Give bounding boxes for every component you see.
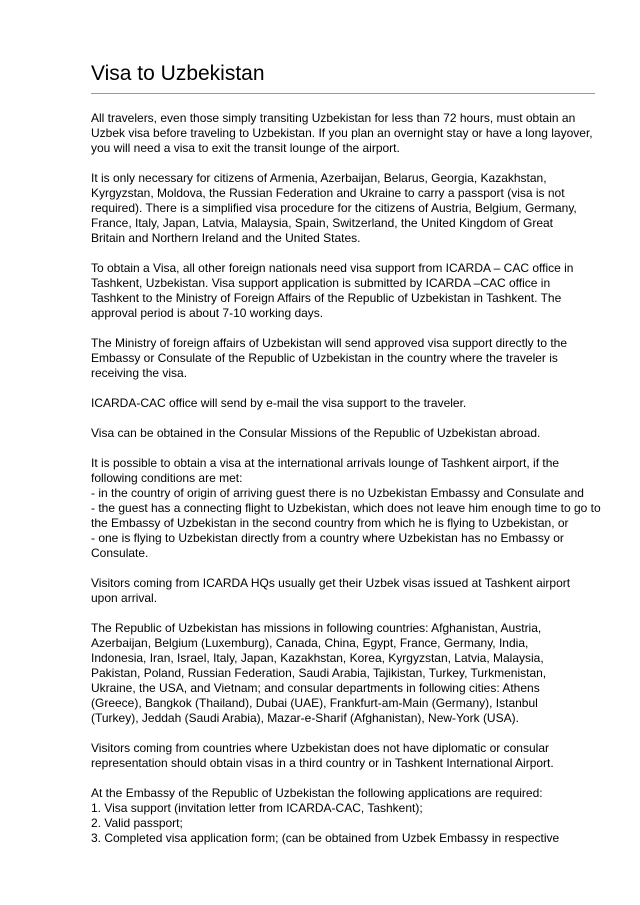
- text-line: - in the country of origin of arriving guest there is no Uzbekistan Embassy and Consulate and: [91, 486, 584, 500]
- paragraph: [91, 396, 601, 411]
- text-line: 3. Completed visa application form; (can be obtained from Uzbek Embassy in respective: [91, 831, 560, 845]
- text-line: ICARDA-CAC office will send by e-mail the visa support to the traveler.: [91, 396, 467, 410]
- text-line: France, Italy, Japan, Latvia, Malaysia, Spain, Switzerland, the United Kingdom of Great: [91, 216, 554, 230]
- paragraph: [91, 261, 601, 321]
- text-line: It is possible to obtain a visa at the international arrivals lounge of Tashkent airport, if the: [91, 456, 560, 470]
- text-line: Tashkent, Uzbekistan. Visa support application is submitted by ICARDA –CAC office in: [91, 276, 551, 290]
- text-line: (Greece), Bangkok (Thailand), Dubai (UAE), Frankfurt-am-Main (Germany), Istanbul: [91, 696, 538, 710]
- paragraph: [91, 171, 601, 246]
- text-line: representation should obtain visas in a third country or in Tashkent International Airport.: [91, 756, 554, 770]
- text-line: Uzbek visa before traveling to Uzbekistan. If you plan an overnight stay or have a long layover,: [91, 126, 593, 140]
- text-line: Tashkent to the Ministry of Foreign Affairs of the Republic of Uzbekistan in Tashkent. The: [91, 291, 562, 305]
- text-line: Pakistan, Poland, Russian Federation, Saudi Arabia, Tajikistan, Turkey, Turkmenistan,: [91, 666, 547, 680]
- text-line: Indonesia, Iran, Israel, Italy, Japan, Kazakhstan, Korea, Kyrgyzstan, Latvia, Malaysia,: [91, 651, 544, 665]
- text-line: Visa can be obtained in the Consular Missions of the Republic of Uzbekistan abroad.: [91, 426, 541, 440]
- text-line: Consulate.: [91, 546, 149, 560]
- paragraph: [91, 576, 601, 606]
- paragraph: [91, 111, 601, 156]
- text-line: following conditions are met:: [91, 471, 243, 485]
- text-line: 1. Visa support (invitation letter from ICARDA-CAC, Tashkent);: [91, 801, 423, 815]
- text-line: The Ministry of foreign affairs of Uzbekistan will send approved visa support directly to the: [91, 336, 568, 350]
- text-line: Embassy or Consulate of the Republic of Uzbekistan in the country where the traveler is: [91, 351, 558, 365]
- text-line: - one is flying to Uzbekistan directly from a country where Uzbekistan has no Embassy or: [91, 531, 564, 545]
- paragraph: [91, 336, 601, 381]
- title-divider: [91, 93, 595, 94]
- text-line: Azerbaijan, Belgium (Luxemburg), Canada, China, Egypt, France, Germany, India,: [91, 636, 529, 650]
- paragraph: [91, 741, 601, 771]
- text-line: you will need a visa to exit the transit lounge of the airport.: [91, 141, 400, 155]
- paragraph: [91, 786, 601, 846]
- text-line: Ukraine, the USA, and Vietnam; and consular departments in following cities: Athens: [91, 681, 540, 695]
- text-line: 2. Valid passport;: [91, 816, 183, 830]
- text-line: Visitors coming from countries where Uzbekistan does not have diplomatic or consular: [91, 741, 549, 755]
- text-line: Kyrgyzstan, Moldova, the Russian Federation and Ukraine to carry a passport (visa is not: [91, 186, 565, 200]
- text-line: All travelers, even those simply transiting Uzbekistan for less than 72 hours, must obtain an: [91, 111, 576, 125]
- text-line: Visitors coming from ICARDA HQs usually get their Uzbek visas issued at Tashkent airport: [91, 576, 571, 590]
- text-line: (Turkey), Jeddah (Saudi Arabia), Mazar-e-Sharif (Afghanistan), New-York (USA).: [91, 711, 519, 725]
- paragraph: [91, 456, 601, 561]
- text-line: Britain and Northern Ireland and the United States.: [91, 231, 361, 245]
- text-line: receiving the visa.: [91, 366, 188, 380]
- text-line: approval period is about 7-10 working days.: [91, 306, 324, 320]
- page-title: Visa to Uzbekistan: [91, 62, 265, 85]
- text-line: upon arrival.: [91, 591, 158, 605]
- text-line: At the Embassy of the Republic of Uzbekistan the following applications are required:: [91, 786, 543, 800]
- text-line: To obtain a Visa, all other foreign nationals need visa support from ICARDA – CAC office in: [91, 261, 574, 275]
- text-line: It is only necessary for citizens of Armenia, Azerbaijan, Belarus, Georgia, Kazakhstan,: [91, 171, 547, 185]
- document-body: [91, 111, 601, 846]
- text-line: required). There is a simplified visa procedure for the citizens of Austria, Belgium, Germany,: [91, 201, 577, 215]
- text-line: The Republic of Uzbekistan has missions in following countries: Afghanistan, Austria,: [91, 621, 542, 635]
- paragraph: [91, 621, 601, 726]
- paragraph: [91, 426, 601, 441]
- text-line: - the guest has a connecting flight to Uzbekistan, which does not leave him enough time to go to: [91, 501, 601, 515]
- text-line: the Embassy of Uzbekistan in the second country from which he is flying to Uzbekistan, or: [91, 516, 569, 530]
